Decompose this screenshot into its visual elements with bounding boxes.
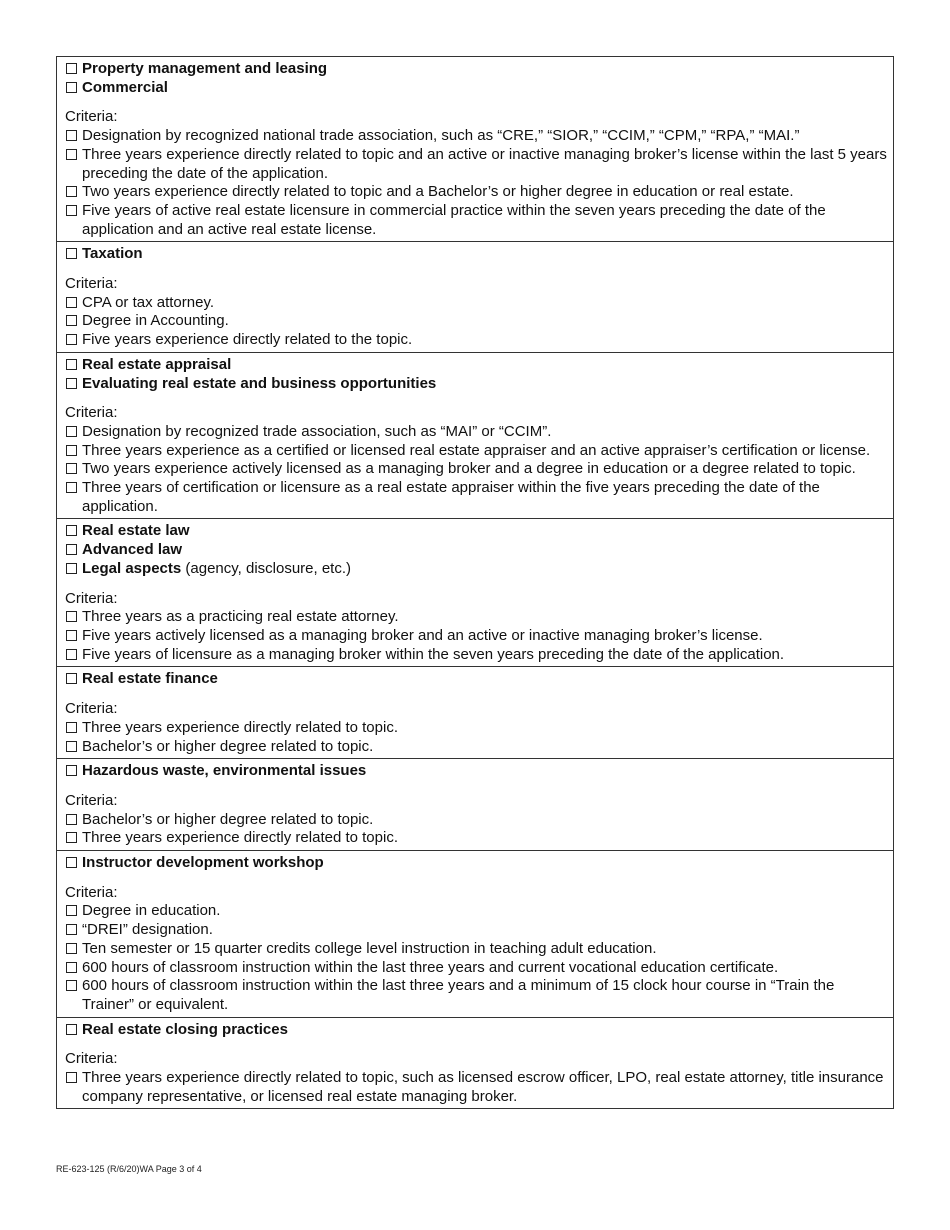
criteria-label: Criteria: [65,404,118,422]
criteria-checkbox[interactable] [66,130,77,141]
criteria-row [65,646,887,665]
criteria-row [65,829,887,848]
topic-label: Legal aspects (agency, disclosure, etc.) [82,559,352,577]
criteria-row [65,183,887,202]
criteria-checkbox[interactable] [66,943,77,954]
criteria-checkbox[interactable] [66,962,77,973]
criteria-text: Three years of certification or licensure as a real estate appraiser within the five years preceding the date of the application. [82,479,820,515]
criteria-checkbox[interactable] [66,315,77,326]
topic-section [57,241,893,352]
topic-section [57,666,893,758]
criteria-checkbox[interactable] [66,186,77,197]
criteria-text: Three years experience directly related to topic and an active or inactive managing broker’s license within the last 5 years preceding the date of the application. [82,145,887,182]
topic-row [65,375,887,394]
criteria-row [65,719,887,738]
criteria-checkbox[interactable] [66,426,77,437]
topic-checkbox-advanced-law[interactable] [66,544,77,555]
topic-checkbox-commercial[interactable] [66,82,77,93]
criteria-checkbox[interactable] [66,814,77,825]
criteria-row [65,811,887,830]
topic-label: Instructor development workshop [82,854,324,872]
topic-label: Commercial [82,78,168,96]
criteria-text: Bachelor’s or higher degree related to topic. [82,737,374,755]
criteria-text: Degree in education. [82,902,221,920]
criteria-checkbox[interactable] [66,1072,77,1083]
criteria-text: 600 hours of classroom instruction within the last three years and a minimum of 15 clock hour course in “Train the Trainer” or equivalent. [82,977,835,1013]
criteria-text: Five years of licensure as a managing broker within the seven years preceding the date of the application. [82,645,785,663]
topic-checkbox-real-estate-appraisal[interactable] [66,359,77,370]
criteria-row [65,1069,887,1106]
criteria-row [65,902,887,921]
topic-label: Real estate law [82,522,190,540]
criteria-row [65,921,887,940]
criteria-checkbox[interactable] [66,630,77,641]
criteria-text: Bachelor’s or higher degree related to topic. [82,810,374,828]
criteria-text: Three years experience directly related to topic. [82,829,398,847]
topic-label: Evaluating real estate and business opportunities [82,374,437,392]
topic-row [65,541,887,560]
criteria-text: 600 hours of classroom instruction within the last three years and current vocational education certificate. [82,958,779,976]
criteria-checkbox[interactable] [66,649,77,660]
criteria-text: Five years experience directly related to the topic. [82,331,413,349]
topic-row [65,1021,887,1040]
criteria-row [65,294,887,313]
criteria-label: Criteria: [65,589,118,607]
criteria-label: Criteria: [65,275,118,293]
topic-row [65,79,887,98]
topic-label: Taxation [82,245,143,263]
criteria-label: Criteria: [65,791,118,809]
criteria-text: Two years experience directly related to topic and a Bachelor’s or higher degree in education or real estate. [82,183,794,201]
topic-row [65,245,887,264]
topic-checkbox-evaluating-real-estate-and-business-oppo[interactable] [66,378,77,389]
criteria-checkbox[interactable] [66,980,77,991]
topic-checkbox-real-estate-law[interactable] [66,525,77,536]
criteria-checkbox[interactable] [66,482,77,493]
topic-row [65,670,887,689]
topic-section [57,352,893,519]
criteria-text: Degree in Accounting. [82,312,229,330]
topic-checkbox-real-estate-closing-practices[interactable] [66,1024,77,1035]
criteria-checkbox[interactable] [66,722,77,733]
topic-row [65,60,887,79]
criteria-checkbox[interactable] [66,905,77,916]
criteria-checkbox[interactable] [66,741,77,752]
topic-checkbox-legal-aspects[interactable] [66,563,77,574]
criteria-label: Criteria: [65,700,118,718]
criteria-checkbox[interactable] [66,924,77,935]
criteria-row [65,940,887,959]
topic-checkbox-taxation[interactable] [66,248,77,259]
criteria-row [65,460,887,479]
criteria-row [65,146,887,183]
topic-label: Real estate closing practices [82,1020,288,1038]
criteria-text: Designation by recognized trade association, such as “MAI” or “CCIM”. [82,422,552,440]
criteria-checkbox[interactable] [66,205,77,216]
criteria-text: Two years experience actively licensed as a managing broker and a degree in education or a degree related to topic. [82,460,856,478]
criteria-row [65,977,887,1014]
topic-label: Hazardous waste, environmental issues [82,762,367,780]
topic-checkbox-real-estate-finance[interactable] [66,673,77,684]
topic-section [57,57,893,241]
topic-label: Property management and leasing [82,60,328,77]
topic-row [65,560,887,579]
criteria-row [65,738,887,757]
criteria-label: Criteria: [65,883,118,901]
criteria-checkbox[interactable] [66,611,77,622]
criteria-checkbox[interactable] [66,297,77,308]
topic-label: Real estate finance [82,670,218,688]
criteria-text: “DREI” designation. [82,921,213,939]
criteria-text: Designation by recognized national trade association, such as “CRE,” “SIOR,” “CCIM,” “CPM,” “RPA,” “MAI.” [82,127,800,145]
topic-section [57,518,893,666]
criteria-row [65,127,887,146]
criteria-row [65,608,887,627]
criteria-row [65,202,887,239]
criteria-row [65,479,887,516]
criteria-row [65,423,887,442]
criteria-text: Ten semester or 15 quarter credits college level instruction in teaching adult education. [82,939,657,957]
criteria-checkbox[interactable] [66,334,77,345]
form-table [56,56,894,1109]
criteria-row [65,959,887,978]
topic-section [57,758,893,850]
criteria-checkbox[interactable] [66,463,77,474]
criteria-text: Three years as a practicing real estate attorney. [82,608,399,626]
criteria-row [65,442,887,461]
topic-section [57,850,893,1017]
criteria-label: Criteria: [65,108,118,126]
criteria-checkbox[interactable] [66,832,77,843]
topic-row [65,522,887,541]
topic-row [65,356,887,375]
criteria-checkbox[interactable] [66,149,77,160]
topic-section [57,1017,893,1109]
topic-checkbox-hazardous-waste-environmental-issues[interactable] [66,765,77,776]
criteria-text: Three years experience directly related to topic, such as licensed escrow officer, LPO, real estate attorney, title insurance company representative, or licensed real estate managing broker. [82,1069,884,1105]
topic-label: Advanced law [82,541,183,559]
criteria-text: Three years experience directly related to topic. [82,718,398,736]
topic-row [65,762,887,781]
topic-checkbox-instructor-development-workshop[interactable] [66,857,77,868]
criteria-label: Criteria: [65,1050,118,1068]
topic-label: Real estate appraisal [82,355,232,373]
form-footer: RE-623-125 (R/6/20)WA Page 3 of 4 [56,1164,202,1174]
criteria-checkbox[interactable] [66,445,77,456]
criteria-row [65,312,887,331]
topic-row [65,854,887,873]
criteria-text: Three years experience as a certified or licensed real estate appraiser and an active appraiser’s certification or license. [82,441,871,459]
topic-note: (agency, disclosure, etc.) [181,559,352,577]
criteria-text: Five years actively licensed as a managing broker and an active or inactive managing broker’s license. [82,626,763,644]
topic-checkbox-property-management-and-leasing[interactable] [66,63,77,74]
criteria-text: Five years of active real estate licensure in commercial practice within the seven years preceding the date of the application and an active real estate license. [82,201,826,238]
criteria-text: CPA or tax attorney. [82,293,215,311]
criteria-row [65,331,887,350]
criteria-row [65,627,887,646]
